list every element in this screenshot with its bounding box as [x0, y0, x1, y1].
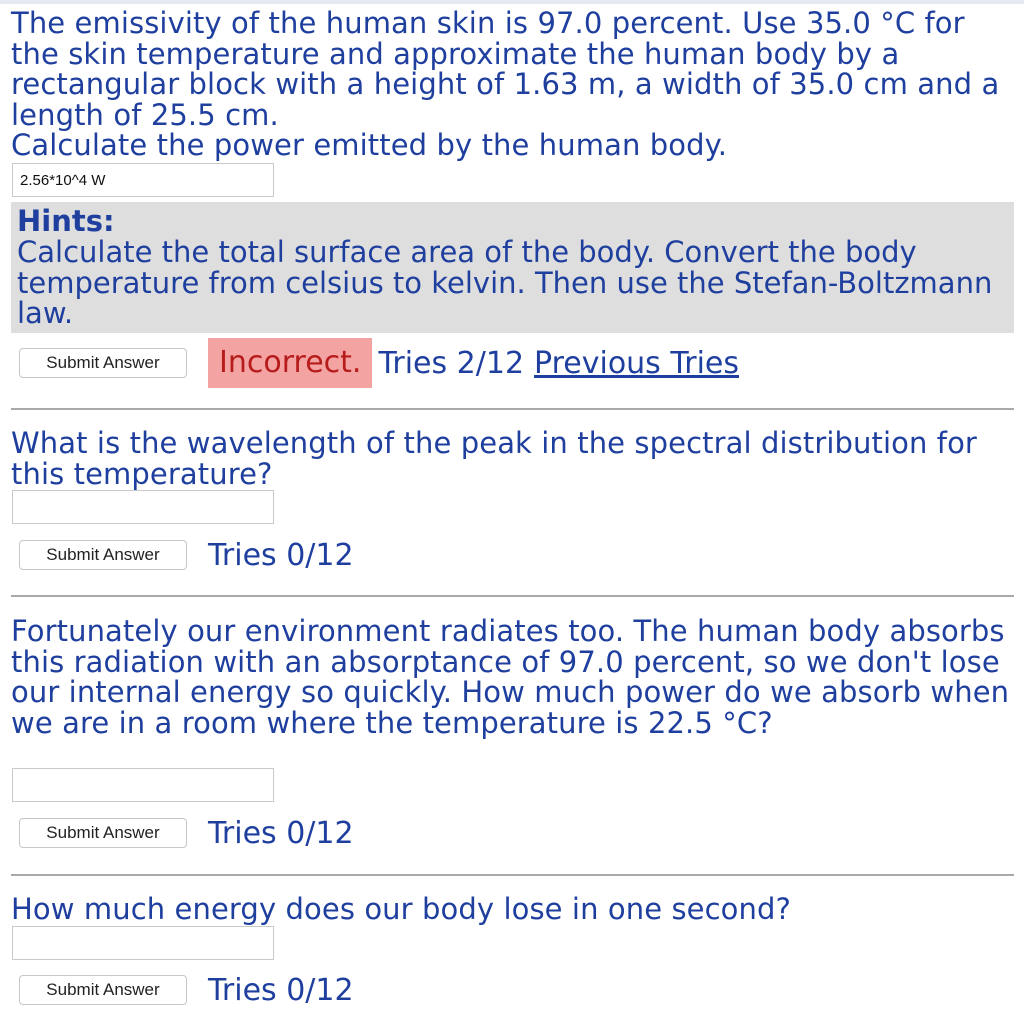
previous-tries-link[interactable]: Previous Tries	[534, 345, 740, 381]
question-2-text: What is the wavelength of the peak in the spectral distribution for this temperature?	[11, 426, 977, 491]
status-line-1	[208, 338, 739, 388]
divider-3	[11, 874, 1014, 876]
submit-answer-button-2[interactable]: Submit Answer	[19, 540, 187, 570]
divider-2	[11, 595, 1014, 597]
hints-text: Calculate the total surface area of the body. Convert the body temperature from celsius to kelvin. Then use the Stefan-Boltzmann law.	[17, 235, 993, 330]
question-1-text: The emissivity of the human skin is 97.0 percent. Use 35.0 °C for the skin temperature and approximate the human body by a rectangular block with a height of 1.63 m, a width of 35.0 cm and a length of 25.5 cm.	[11, 6, 1000, 132]
status-line-2	[208, 530, 364, 580]
top-border	[0, 0, 1024, 4]
hints-panel	[11, 202, 1014, 333]
submit-answer-button-1[interactable]: Submit Answer	[19, 348, 187, 378]
tries-count-2: Tries 0/12	[208, 537, 354, 573]
answer-input-3[interactable]	[12, 768, 274, 802]
divider-1	[11, 408, 1014, 410]
hints-title: Hints:	[17, 204, 115, 238]
status-line-3	[208, 808, 364, 858]
question-4-text: How much energy does our body lose in one second?	[11, 892, 791, 926]
submit-answer-button-4[interactable]: Submit Answer	[19, 975, 187, 1005]
tries-count-3: Tries 0/12	[208, 815, 354, 851]
incorrect-badge: Incorrect.	[208, 338, 372, 388]
submit-answer-button-3[interactable]: Submit Answer	[19, 818, 187, 848]
tries-count-1: Tries 2/12	[378, 345, 525, 381]
tries-count-4: Tries 0/12	[208, 972, 354, 1008]
question-3-text: Fortunately our environment radiates too. The human body absorbs this radiation with an absorptance of 97.0 percent, so we don't lose our internal energy so quickly. How much power do we absorb when we are in a room where the temperature is 22.5 °C?	[11, 614, 1010, 740]
answer-input-1[interactable]	[12, 163, 274, 197]
question-1-prompt: Calculate the power emitted by the human body.	[11, 128, 728, 162]
answer-input-2[interactable]	[12, 490, 274, 524]
answer-input-4[interactable]	[12, 926, 274, 960]
status-line-4	[208, 965, 364, 1015]
